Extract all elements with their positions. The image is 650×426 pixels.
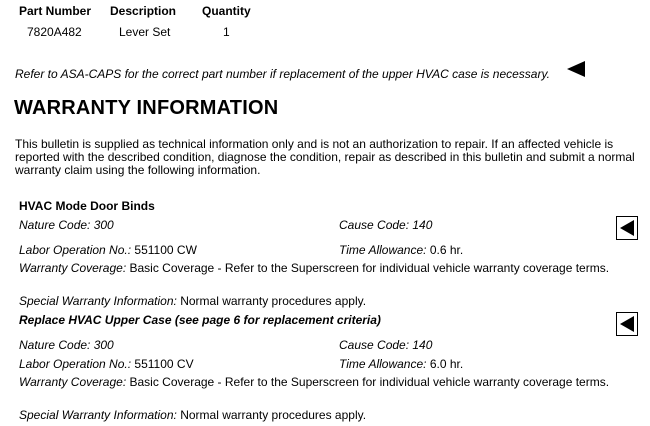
nature-code: Nature Code: 300 (19, 218, 114, 232)
special-warranty-label: Special Warranty Information: (19, 408, 177, 422)
warranty-coverage (19, 376, 619, 389)
special-warranty-label: Special Warranty Information: (19, 294, 177, 308)
section-title: HVAC Mode Door Binds (19, 199, 155, 213)
parts-cell-part-number: 7820A482 (27, 25, 82, 39)
warranty-coverage-value: Basic Coverage - Refer to the Superscreen for individual vehicle warranty coverage terms. (129, 261, 610, 275)
asa-caps-note: Refer to ASA-CAPS for the correct part number if replacement of the upper HVAC case is necessary. (15, 67, 550, 81)
warranty-intro: This bulletin is supplied as technical information only and is not an authorization to repair. If an affected vehicle is reported with the described condition, diagnose the condition, repair as described in this bulletin and submit a normal warranty claim using the following information. (15, 137, 635, 177)
time-allowance-label: Time Allowance: (339, 243, 427, 257)
parts-header-quantity: Quantity (202, 4, 251, 18)
back-arrow-button[interactable] (616, 216, 638, 240)
labor-operation-value: 551100 CV (134, 357, 194, 371)
left-arrow-icon (620, 220, 634, 236)
left-arrow-icon (620, 316, 634, 332)
labor-operation (19, 243, 197, 257)
special-warranty-value: Normal warranty procedures apply. (180, 408, 367, 422)
warranty-coverage-label: Warranty Coverage: (19, 261, 127, 275)
back-arrow-button[interactable] (616, 312, 638, 336)
warranty-coverage (19, 262, 619, 275)
warranty-coverage-label: Warranty Coverage: (19, 375, 127, 389)
time-allowance (339, 357, 463, 371)
special-warranty-value: Normal warranty procedures apply. (180, 294, 367, 308)
time-allowance-label: Time Allowance: (339, 357, 427, 371)
labor-operation-label: Labor Operation No.: (19, 243, 132, 257)
time-allowance-value: 0.6 hr. (429, 243, 464, 257)
back-arrow-icon[interactable] (567, 61, 585, 77)
cause-code: Cause Code: 140 (339, 338, 433, 352)
time-allowance-value: 6.0 hr. (429, 357, 464, 371)
parts-header-description: Description (110, 4, 177, 18)
parts-cell-description: Lever Set (119, 25, 171, 39)
time-allowance (339, 243, 463, 257)
parts-header-part-number: Part Number (19, 4, 92, 18)
labor-operation-value: 551100 CW (134, 243, 197, 257)
cause-code: Cause Code: 140 (339, 218, 433, 232)
nature-code: Nature Code: 300 (19, 338, 114, 352)
special-warranty (19, 408, 366, 422)
special-warranty (19, 294, 366, 308)
labor-operation-label: Labor Operation No.: (19, 357, 132, 371)
warranty-heading: WARRANTY INFORMATION (14, 97, 279, 119)
labor-operation (19, 357, 194, 371)
section-title: Replace HVAC Upper Case (see page 6 for replacement criteria) (19, 313, 381, 327)
parts-cell-quantity: 1 (223, 25, 230, 39)
warranty-coverage-value: Basic Coverage - Refer to the Superscreen for individual vehicle warranty coverage terms. (129, 375, 610, 389)
